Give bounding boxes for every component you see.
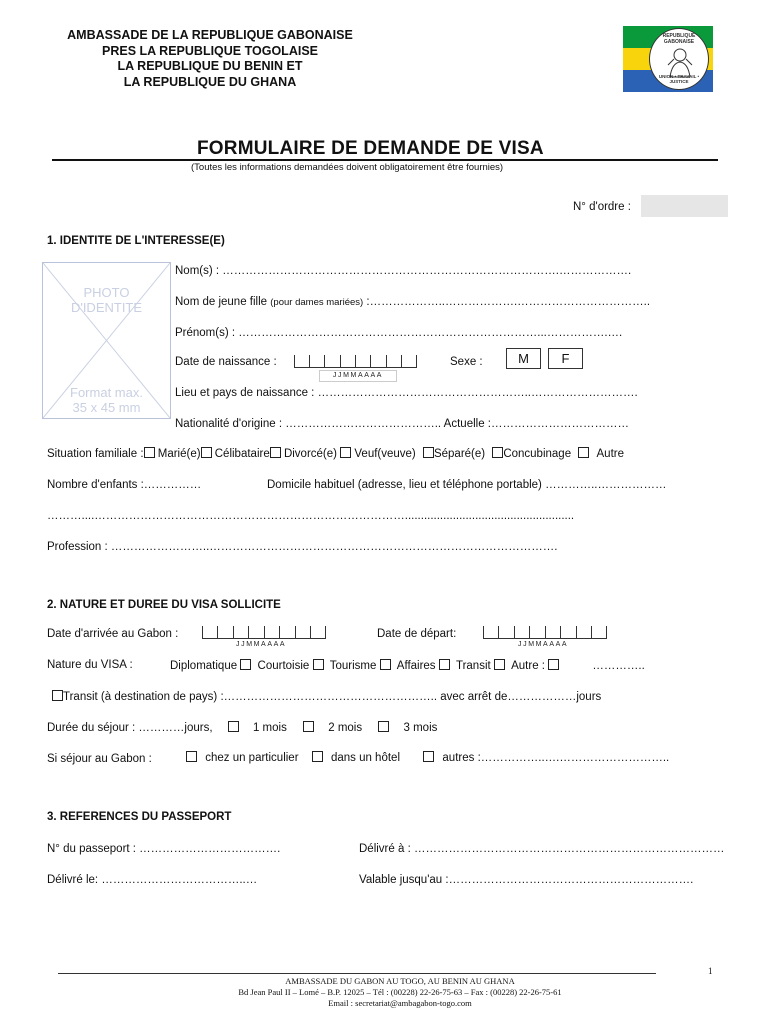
photo-format-2: 35 x 45 mm: [72, 400, 141, 415]
nom-jeune-fille-dots: :………………..……………….……………………………..: [363, 296, 651, 308]
checkbox-3-mois[interactable]: [378, 721, 389, 732]
checkbox-tourisme[interactable]: [380, 659, 391, 670]
lieu-naissance-field[interactable]: Lieu et pays de naissance : ………………………………………………..……………………….: [175, 387, 638, 399]
option-concubinage: Concubinage: [503, 448, 572, 460]
checkbox-particulier[interactable]: [186, 751, 197, 762]
option-3-mois: 3 mois: [403, 722, 438, 734]
duree-sejour-row: [47, 721, 437, 734]
date-depart-label: Date de départ:: [377, 628, 457, 640]
footer-rule: [58, 973, 656, 974]
date-arrivee-input[interactable]: [202, 626, 326, 639]
footer-line-3: Email : secretariat@ambagabon-togo.com: [328, 998, 472, 1008]
page-number: 1: [708, 966, 713, 976]
checkbox-1-mois[interactable]: [228, 721, 239, 732]
transit-field[interactable]: Transit (à destination de pays) :……………………………………………….. avec arrêt de………………jours: [63, 691, 602, 703]
checkbox-diplomatique[interactable]: [240, 659, 251, 670]
header-line-1: AMBASSADE DE LA REPUBLIQUE GABONAISE: [67, 28, 353, 42]
coat-of-arms-seal: REPUBLIQUE GABONAISE UNION • TRAVAIL • JUSTICE: [649, 28, 709, 90]
situation-familiale-row: [47, 447, 624, 460]
embassy-header: [45, 28, 375, 90]
checkbox-autre[interactable]: [578, 447, 589, 458]
passeport-number-field[interactable]: N° du passeport : ……………………………….: [47, 843, 281, 855]
option-autre: Autre: [596, 448, 624, 460]
sejour-gabon-options: [186, 751, 669, 764]
checkbox-2-mois[interactable]: [303, 721, 314, 732]
option-autre-visa: Autre :: [511, 660, 545, 672]
section-2-heading: 2. NATURE ET DUREE DU VISA SOLLICITE: [47, 599, 281, 611]
nom-field[interactable]: Nom(s) : …………………………………………………………………………….……………….: [175, 265, 632, 277]
sexe-label: Sexe :: [450, 356, 483, 368]
form-title: FORMULAIRE DE DEMANDE DE VISA: [197, 138, 544, 159]
checkbox-affaires[interactable]: [439, 659, 450, 670]
nature-visa-options: [170, 659, 645, 672]
checkbox-divorce[interactable]: [270, 447, 281, 458]
header-line-2: PRES LA REPUBLIQUE TOGOLAISE: [102, 43, 318, 58]
option-1-mois: 1 mois: [252, 722, 287, 734]
delivre-a-field[interactable]: Délivré à : ………………………………………………………………………: [359, 843, 725, 855]
autre-visa-dots[interactable]: …………..: [592, 660, 645, 672]
nature-visa-label: Nature du VISA :: [47, 659, 133, 671]
date-depart-input[interactable]: [483, 626, 607, 639]
option-diplomatique: Diplomatique: [170, 660, 238, 672]
option-celibataire: Célibataire: [214, 448, 270, 460]
section-1-heading: 1. IDENTITE DE L'INTERESSE(E): [47, 235, 225, 247]
checkbox-marie[interactable]: [144, 447, 155, 458]
header-line-3: LA REPUBLIQUE DU BENIN ET: [117, 59, 303, 73]
sexe-m-box[interactable]: M: [506, 348, 541, 369]
order-number-label: N° d'ordre :: [573, 201, 631, 213]
title-underline: [52, 159, 718, 161]
checkbox-autre-visa[interactable]: [548, 659, 559, 670]
valable-field[interactable]: Valable jusqu'au :……………………………………………………….: [359, 874, 694, 886]
option-transit: Transit: [455, 660, 491, 672]
option-separe: Séparé(e): [433, 448, 486, 460]
checkbox-hotel[interactable]: [312, 751, 323, 762]
nom-jeune-fille-label: Nom de jeune fille: [175, 296, 268, 308]
date-arrivee-format: JJMMAAAA: [236, 641, 287, 648]
date-naissance-input[interactable]: [294, 355, 417, 368]
domicile-continuation-line[interactable]: ………....……………………………………………………………………….....................................................: [47, 510, 575, 522]
nombre-enfants-field[interactable]: Nombre d'enfants :……………: [47, 479, 202, 491]
checkbox-concubinage[interactable]: [492, 447, 503, 458]
sexe-f-box[interactable]: F: [548, 348, 583, 369]
option-divorce: Divorcé(e): [283, 448, 337, 460]
checkbox-veuf[interactable]: [340, 447, 351, 458]
form-subtitle: (Toutes les informations demandées doivent obligatoirement être fournies): [191, 162, 504, 173]
footer-line-1: AMBASSADE DU GABON AU TOGO, AU BENIN AU GHANA: [285, 976, 515, 986]
checkbox-courtoisie[interactable]: [313, 659, 324, 670]
duree-label[interactable]: Durée du séjour : …………jours,: [47, 722, 213, 734]
option-marie: Marié(e): [157, 448, 201, 460]
nom-jeune-fille-note: (pour dames mariées): [270, 297, 364, 308]
date-arrivee-label: Date d'arrivée au Gabon :: [47, 628, 179, 640]
date-naissance-label: Date de naissance :: [175, 356, 277, 368]
nom-jeune-fille-field[interactable]: [175, 296, 650, 308]
order-number-field[interactable]: [641, 195, 728, 217]
photo-format-1: Format max.: [70, 385, 143, 400]
delivre-le-field[interactable]: Délivré le: ………………………………..…: [47, 874, 258, 886]
checkbox-transit-destination[interactable]: [52, 690, 63, 701]
checkbox-transit[interactable]: [494, 659, 505, 670]
profession-field[interactable]: Profession : ……………………..……………………………………………………………………………….: [47, 541, 558, 553]
option-autres-sejour[interactable]: autres :……………..….………………………..: [442, 752, 670, 764]
nationalite-field[interactable]: Nationalité d'origine : ………………………………….. Actuelle :………………………………: [175, 418, 629, 430]
situation-label: Situation familiale :: [47, 448, 144, 460]
transit-row: [52, 690, 601, 703]
gabon-flag-emblem: [623, 26, 713, 92]
checkbox-autres-sejour[interactable]: [423, 751, 434, 762]
option-particulier: chez un particulier: [205, 752, 299, 764]
domicile-field[interactable]: Domicile habituel (adresse, lieu et téléphone portable) …………..………………: [267, 479, 667, 491]
option-tourisme: Tourisme: [329, 660, 377, 672]
photo-box: [42, 262, 171, 419]
footer-line-2: Bd Jean Paul II – Lomé – B.P. 12025 – Tél : (00228) 22-26-75-63 – Fax : (00228) 22-26-75-61: [238, 987, 562, 997]
header-line-4: LA REPUBLIQUE DU GHANA: [123, 74, 297, 89]
checkbox-celibataire[interactable]: [201, 447, 212, 458]
date-depart-format: JJMMAAAA: [518, 641, 569, 648]
option-courtoisie: Courtoisie: [257, 660, 310, 672]
sejour-gabon-label: Si séjour au Gabon :: [47, 753, 152, 765]
option-hotel: dans un hôtel: [330, 752, 400, 764]
checkbox-separe[interactable]: [423, 447, 434, 458]
section-3-heading: 3. REFERENCES DU PASSEPORT: [47, 811, 232, 823]
photo-label-2: D'IDENTITE: [70, 300, 143, 315]
footer-address: [100, 976, 700, 1009]
option-affaires: Affaires: [396, 660, 436, 672]
prenom-field[interactable]: Prénom(s) : ……………………………………………………………………...…………….….: [175, 327, 623, 339]
option-2-mois: 2 mois: [328, 722, 363, 734]
option-veuf: Veuf(veuve): [354, 448, 416, 460]
photo-label-1: PHOTO: [83, 285, 130, 300]
date-naissance-format: JJMMAAAA: [319, 370, 397, 382]
